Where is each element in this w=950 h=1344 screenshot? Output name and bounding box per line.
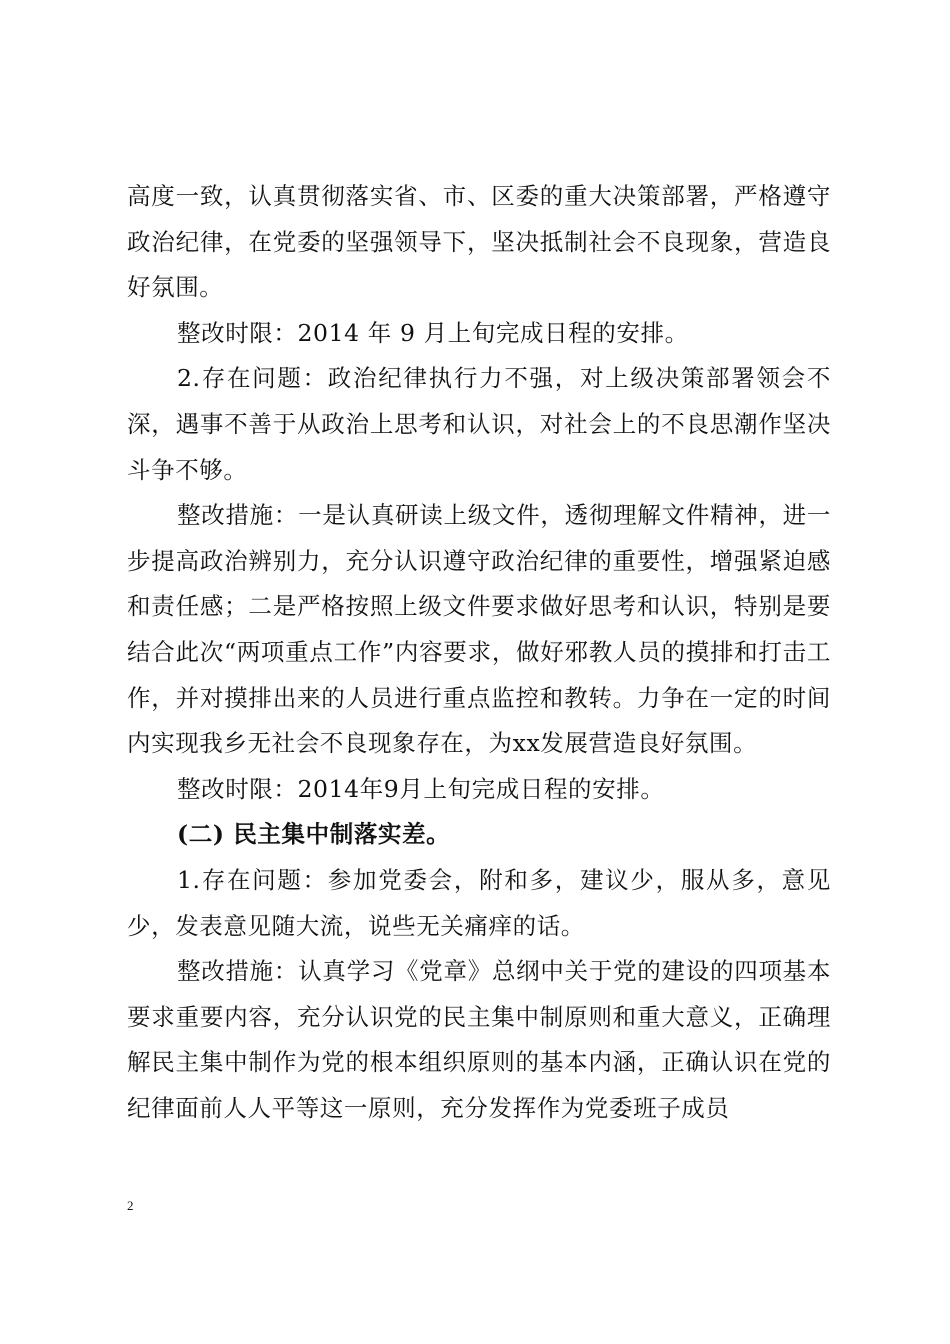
paragraph-measures-2: 整改措施：一是认真研读上级文件，透彻理解文件精神，进一步提高政治辨别力，充分认识遵守政治纪律的重要性，增强紧迫感和责任感；二是严格按照上级文件要求做好思考和认识，特别是要结合此次“两项重点工作”内容要求，做好邪教人员的摸排和打击工作，并对摸排出来的人员进行重点监控和教转。力争在一定的时间内实现我乡无社会不良现象存在，为xx发展营造良好氛围。: [127, 501, 831, 758]
section-heading: (二) 民主集中制落实差。: [177, 820, 451, 849]
paragraph-problem-2: 2.存在问题：政治纪律执行力不强，对上级决策部署领会不深，遇事不善于从政治上思考和认识，对社会上的不良思潮作坚决斗争不够。: [127, 364, 831, 484]
paragraph-measures-1: 整改措施：认真学习《党章》总纲中关于党的建设的四项基本要求重要内容，充分认识党的民主集中制原则和重大意义，正确理解民主集中制作为党的根本组织原则的基本内涵，正确认识在党的纪律面前人人平等这一原则，充分发挥作为党委班子成员: [127, 957, 831, 1122]
paragraph-problem-1: 1.存在问题：参加党委会，附和多，建议少，服从多，意见少，发表意见随大流，说些无关痛痒的话。: [127, 865, 831, 940]
page-number: 2: [127, 1198, 134, 1213]
paragraph-deadline-1: 整改时限：2014 年 9 月上旬完成日程的安排。: [177, 318, 689, 347]
paragraph-continuation: 高度一致，认真贯彻落实省、市、区委的重大决策部署，严格遵守政治纪律，在党委的坚强领导下，坚决抵制社会不良现象，营造良好氛围。: [127, 182, 831, 302]
document-body: [127, 174, 831, 1131]
paragraph-deadline-2: 整改时限：2014年9月上旬完成日程的安排。: [177, 774, 665, 803]
